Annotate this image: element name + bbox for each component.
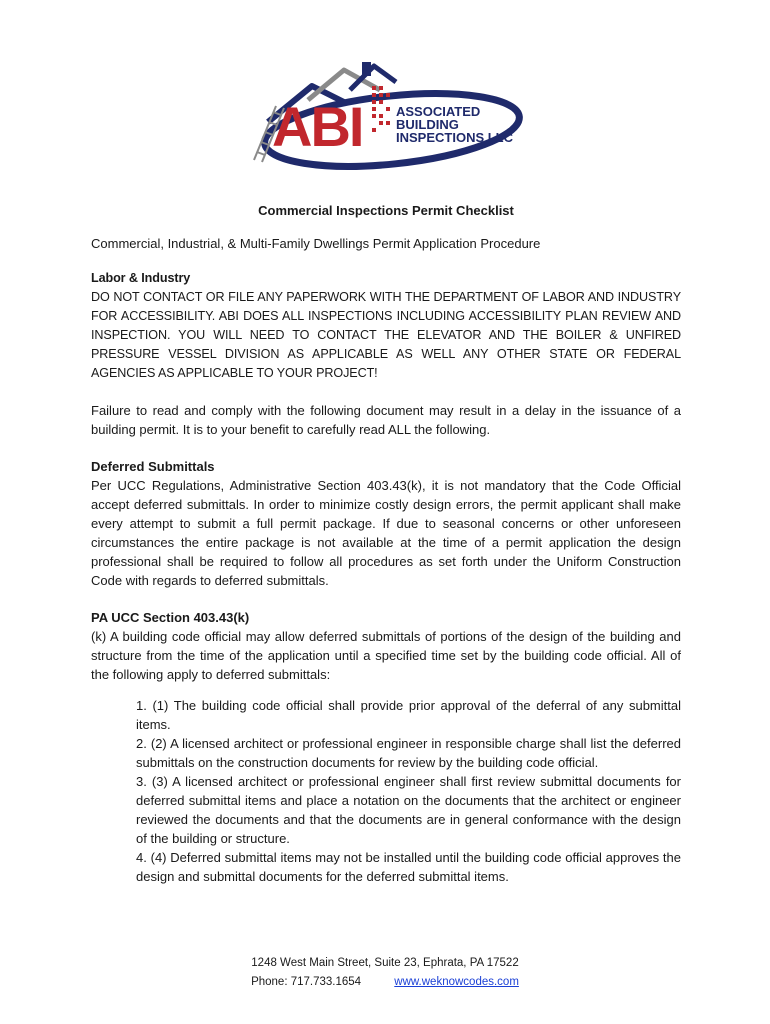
labor-heading: Labor & Industry (91, 271, 191, 285)
svg-text:ASSOCIATED: ASSOCIATED (396, 104, 481, 119)
deferred-requirements-list (136, 696, 681, 886)
labor-text: DO NOT CONTACT OR FILE ANY PAPERWORK WITH THE DEPARTMENT OF LABOR AND INDUSTRY FOR ACCESSIBILITY. ABI DOES ALL INSPECTIONS INCLUDING ACCESSIBILITY PLAN REVIEW AND INSPECTION. YOU WILL NEED TO CONTACT THE ELEVATOR AND THE BOILER & UNFIRED PRESSURE VESSEL DIVISION AS APPLICABLE AS WELL ANY OTHER STATE OR FEDERAL AGENCIES AS APPLICABLE TO YOUR PROJECT! (91, 290, 681, 380)
footer-address: 1248 West Main Street, Suite 23, Ephrata, PA 17522 (251, 957, 519, 969)
list-item: 4. (4) Deferred submittal items may not be installed until the building code official approves the design and submittal documents for the deferred submittal items. (136, 850, 681, 884)
deferred-section (91, 457, 681, 590)
failure-paragraph: Failure to read and comply with the following document may result in a delay in the issuance of a building permit. It is to your benefit to carefully read ALL the following. (91, 403, 681, 437)
labor-section (91, 269, 681, 383)
document-body (91, 201, 681, 886)
website-link[interactable]: www.weknowcodes.com (394, 976, 519, 988)
pa-ucc-heading: PA UCC Section 403.43(k) (91, 610, 250, 625)
pa-ucc-section (91, 608, 681, 684)
list-item: 2. (2) A licensed architect or professional engineer in responsible charge shall list the deferred submittals on the construction documents for review by the building code official. (136, 736, 681, 770)
footer-contact (0, 973, 770, 992)
company-logo (246, 60, 524, 172)
page-footer (0, 954, 770, 992)
deferred-heading: Deferred Submittals (91, 459, 215, 474)
svg-text:ABI: ABI (272, 95, 363, 158)
list-item: 1. (1) The building code official shall provide prior approval of the deferral of any submittal items. (136, 698, 681, 732)
svg-text:BUILDING: BUILDING (396, 117, 459, 132)
list-item: 3. (3) A licensed architect or professional engineer shall first review submittal documents for deferred submittal items and place a notation on the documents that the architect or engineer reviewed the documents and that the documents are in general conformance with the design of the building or structure. (136, 774, 681, 846)
abi-logo-graphic (246, 60, 524, 172)
deferred-text: Per UCC Regulations, Administrative Section 403.43(k), it is not mandatory that the Code Official accept deferred submittals. In order to minimize costly design errors, the permit applicant shall make every attempt to submit a full permit package. If due to seasonal concerns or other unforeseen circumstances the entire package is not available at the time of a permit application the design professional shall be required to follow all procedures as set forth under the Uniform Construction Code with regards to deferred submittals. (91, 478, 681, 588)
footer-phone: Phone: 717.733.1654 (251, 976, 362, 988)
document-title: Commercial Inspections Permit Checklist (258, 203, 514, 218)
document-subtitle: Commercial, Industrial, & Multi-Family Dwellings Permit Application Procedure (91, 236, 541, 251)
svg-text:INSPECTIONS LLC: INSPECTIONS LLC (396, 130, 514, 145)
pa-ucc-text: (k) A building code official may allow deferred submittals of portions of the design of the building and structure from the time of the application until a specified time set by the building code official. All of the following apply to deferred submittals: (91, 629, 681, 682)
